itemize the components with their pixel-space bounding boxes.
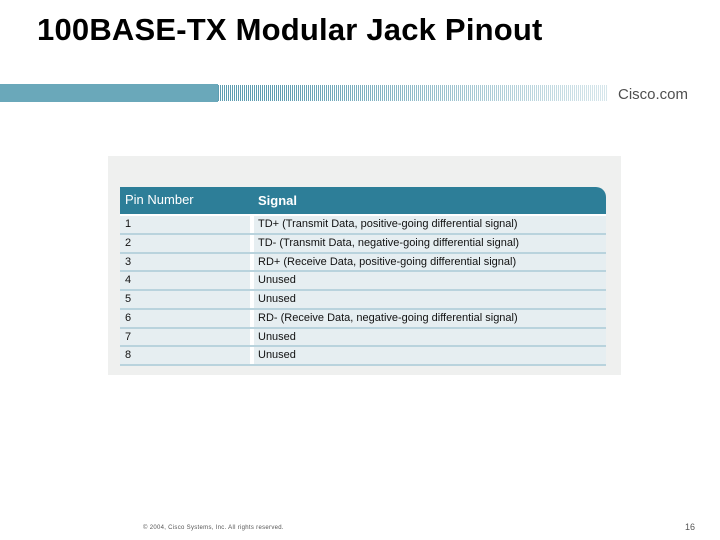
header-band-solid [0, 84, 218, 102]
signal-cell: Unused [254, 272, 606, 289]
pin-number-cell: 8 [120, 347, 250, 364]
signal-cell: Unused [254, 347, 606, 364]
page-number: 16 [685, 522, 696, 532]
brand-logo-text: Cisco.com [618, 86, 689, 103]
signal-cell: TD+ (Transmit Data, positive-going differential signal) [254, 216, 606, 233]
pin-number-cell: 7 [120, 329, 250, 346]
pin-number-cell: 6 [120, 310, 250, 327]
table-row [120, 347, 606, 366]
table-row [120, 272, 606, 291]
column-header-signal: Signal [258, 193, 298, 208]
header-band [0, 84, 720, 102]
signal-cell: RD- (Receive Data, negative-going differential signal) [254, 310, 606, 327]
signal-cell: TD- (Transmit Data, negative-going differential signal) [254, 235, 606, 252]
pin-number-cell: 1 [120, 216, 250, 233]
signal-cell: RD+ (Receive Data, positive-going differential signal) [254, 254, 606, 271]
pin-number-cell: 2 [120, 235, 250, 252]
signal-cell: Unused [254, 291, 606, 308]
signal-cell: Unused [254, 329, 606, 346]
table-body [120, 216, 606, 366]
pin-number-cell: 5 [120, 291, 250, 308]
pin-number-cell: 3 [120, 254, 250, 271]
column-header-pin-number: Pin Number [125, 192, 194, 207]
pinout-table [120, 187, 606, 366]
table-row [120, 254, 606, 273]
slide-title: 100BASE-TX Modular Jack Pinout [37, 12, 543, 47]
table-row [120, 235, 606, 254]
table-header-row [120, 187, 606, 216]
header-band-stripes [218, 85, 608, 101]
table-row [120, 329, 606, 348]
footer-copyright: © 2004, Cisco Systems, Inc. All rights reserved. [143, 525, 284, 531]
pinout-table-panel [108, 156, 621, 375]
table-row [120, 291, 606, 310]
pin-number-cell: 4 [120, 272, 250, 289]
table-row [120, 310, 606, 329]
table-row [120, 216, 606, 235]
